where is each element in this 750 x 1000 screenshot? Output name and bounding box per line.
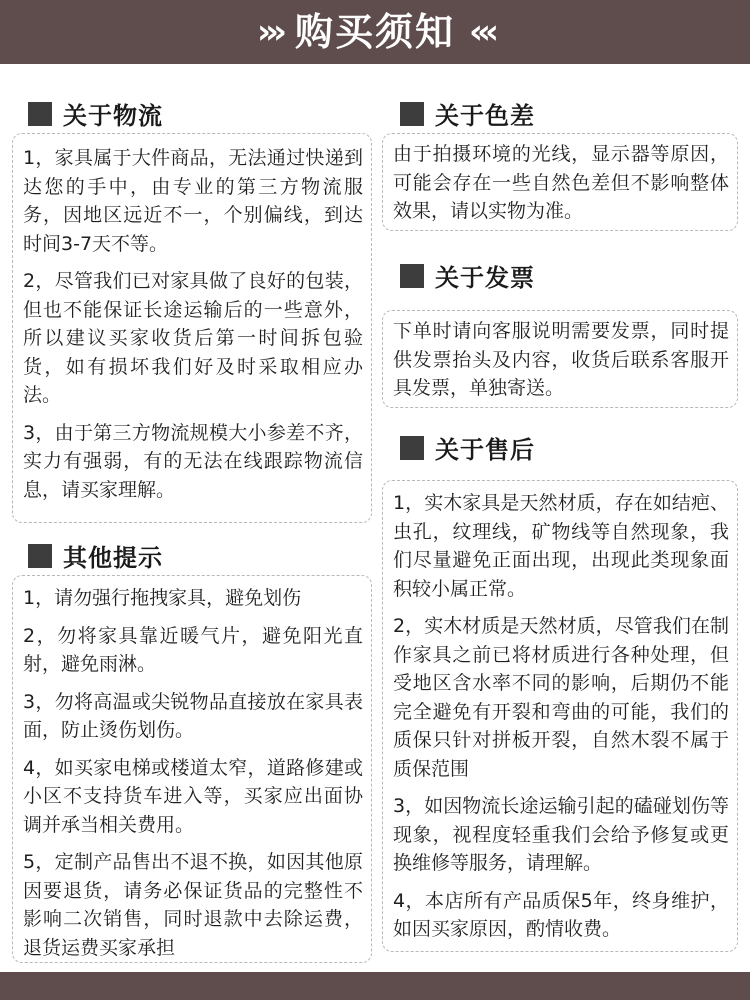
logistics-item: 3，由于第三方物流规模大小参差不齐，实力有强弱，有的无法在线跟踪物流信息，请买家理解。 (23, 421, 363, 501)
banner-content (256, 10, 494, 54)
other-tips-box (12, 575, 372, 963)
logistics-item: 1，家具属于大件商品，无法通过快递到达您的手中，由专业的第三方物流服务，因地区远近不一，个别偏线，到达时间3-7天不等。 (23, 147, 363, 255)
tip-item: 2，勿将家具靠近暖气片，避免阳光直射，避免雨淋。 (23, 624, 363, 675)
chevron-right-icon: ››› (256, 12, 281, 52)
page-title: 购买须知 (294, 10, 455, 54)
section-title-other-tips: 其他提示 (63, 544, 163, 572)
section-title-logistics: 关于物流 (63, 102, 163, 130)
after-sales-item: 4，本店所有产品质保5年，终身维护，如因买家原因，酌情收费。 (393, 889, 729, 940)
invoice-text: 下单时请向客服说明需要发票，同时提供发票抬头及内容，收货后联系客服开具发票，单独寄送。 (393, 320, 729, 399)
section-title-invoice: 关于发票 (435, 264, 535, 292)
section-header-invoice (400, 258, 535, 293)
logistics-box (12, 133, 372, 523)
section-header-other-tips (28, 538, 163, 573)
after-sales-item: 3，如因物流长途运输引起的磕碰划伤等现象，视程度轻重我们会给予修复或更换维修等服务，请理解。 (393, 795, 729, 874)
section-title-after-sales: 关于售后 (435, 436, 535, 464)
tip-item: 4，如买家电梯或楼道太窄，道路修建或小区不支持货车进入等，买家应出面协调并承当相关费用。 (23, 756, 363, 836)
after-sales-item: 1，实木家具是天然材质，存在如结疤、虫孔，纹理线，矿物线等自然现象，我们尽量避免正面出现，出现此类现象面积较小属正常。 (393, 492, 729, 600)
logistics-item: 2，尽管我们已对家具做了良好的包装，但也不能保证长途运输后的一些意外，所以建议买家收货后第一时间拆包验货，如有损坏我们好及时采取相应办法。 (23, 270, 363, 406)
color-diff-box (382, 133, 738, 231)
tip-item: 3，勿将高温或尖锐物品直接放在家具表面，防止烫伤划伤。 (23, 690, 363, 741)
after-sales-box (382, 480, 738, 952)
square-bullet-icon (28, 102, 52, 126)
section-header-color-diff (400, 96, 535, 131)
square-bullet-icon (400, 436, 424, 460)
section-header-logistics (28, 96, 163, 131)
tip-item: 1，请勿强行拖拽家具，避免划伤 (23, 587, 302, 609)
section-title-color-diff: 关于色差 (435, 102, 535, 130)
tip-item: 5，定制产品售出不退不换，如因其他原因要退货，请务必保证货品的完整性不影响二次销售，同时退款中去除运费，退货运费买家承担 (23, 851, 363, 959)
section-header-after-sales (400, 430, 535, 465)
square-bullet-icon (400, 102, 424, 126)
footer-bar (0, 972, 750, 1000)
chevron-left-icon: ‹‹‹ (469, 12, 494, 52)
color-diff-text: 由于拍摄环境的光线，显示器等原因，可能会存在一些自然色差但不影响整体效果，请以实物为准。 (393, 143, 729, 222)
square-bullet-icon (400, 264, 424, 288)
square-bullet-icon (28, 544, 52, 568)
after-sales-item: 2，实木材质是天然材质，尽管我们在制作家具之前已将材质进行各种处理，但受地区含水率不同的影响，后期仍不能完全避免有开裂和弯曲的可能，我们的质保只针对拼板开裂，自然木裂不属于质保范围 (393, 615, 729, 780)
header-banner (0, 0, 750, 64)
invoice-box (382, 310, 738, 408)
